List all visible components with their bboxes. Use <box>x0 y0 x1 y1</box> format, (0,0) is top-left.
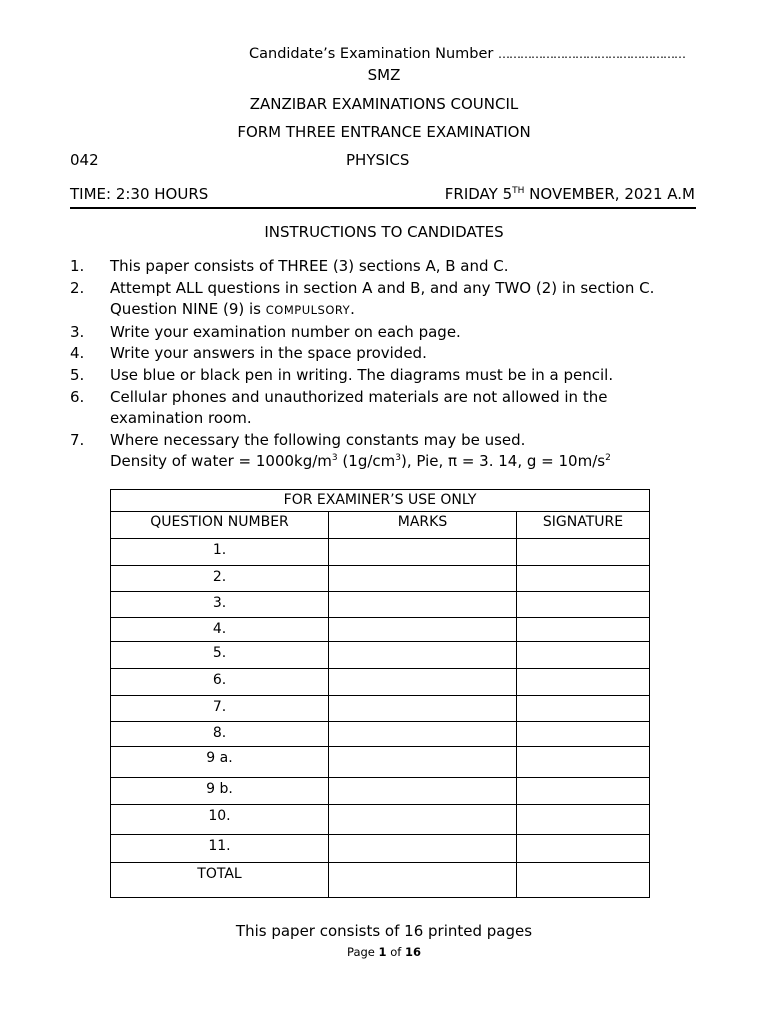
question-number-cell: 8. <box>111 722 329 747</box>
header-question-number: QUESTION NUMBER <box>111 512 329 539</box>
marks-cell[interactable] <box>329 539 517 566</box>
question-number-cell: 4. <box>111 618 329 642</box>
question-number-cell: 11. <box>111 835 329 863</box>
signature-cell[interactable] <box>517 669 650 696</box>
table-row <box>111 566 650 592</box>
council-name: ZANZIBAR EXAMINATIONS COUNCIL <box>249 95 519 113</box>
subject-code: 042 <box>70 151 99 169</box>
signature-cell[interactable] <box>517 835 650 863</box>
marks-cell[interactable] <box>329 747 517 778</box>
question-number-cell: 9 b. <box>111 778 329 805</box>
marks-cell[interactable] <box>329 722 517 747</box>
question-number-cell: 10. <box>111 805 329 835</box>
signature-cell[interactable] <box>517 642 650 669</box>
header-signature: SIGNATURE <box>517 512 650 539</box>
signature-cell[interactable] <box>517 539 650 566</box>
marks-cell[interactable] <box>329 642 517 669</box>
marks-cell[interactable] <box>329 618 517 642</box>
question-number-cell: 1. <box>111 539 329 566</box>
candidate-number-line <box>249 46 685 62</box>
signature-cell[interactable] <box>517 618 650 642</box>
table-title-row <box>111 490 650 512</box>
candidate-number-label: Candidate’s Examination Number <box>249 46 494 62</box>
instruction-item-continued: Question NINE (9) is COMPULSORY. <box>110 300 355 319</box>
instructions-list <box>70 256 700 473</box>
table-row <box>111 669 650 696</box>
signature-cell[interactable] <box>517 696 650 722</box>
marks-cell[interactable] <box>329 863 517 898</box>
marks-cell[interactable] <box>329 566 517 592</box>
table-row <box>111 696 650 722</box>
signature-cell[interactable] <box>517 747 650 778</box>
question-number-cell: 2. <box>111 566 329 592</box>
subject-name: PHYSICS <box>346 151 410 169</box>
marks-cell[interactable] <box>329 696 517 722</box>
instruction-item: 5. Use blue or black pen in writing. The diagrams must be in a pencil. <box>70 365 614 384</box>
instruction-item: 7. Where necessary the following constants may be used. <box>70 430 526 449</box>
question-number-cell: 5. <box>111 642 329 669</box>
signature-cell[interactable] <box>517 805 650 835</box>
exam-title: FORM THREE ENTRANCE EXAMINATION <box>237 123 531 141</box>
table-title: FOR EXAMINER’S USE ONLY <box>111 490 650 512</box>
instruction-item: 1. This paper consists of THREE (3) sections A, B and C. <box>70 257 509 275</box>
instruction-item: 2. Attempt ALL questions in section A and B, and any TWO (2) in section C. <box>70 278 655 297</box>
candidate-number-blank: …………………………………………… <box>498 47 685 61</box>
signature-cell[interactable] <box>517 592 650 618</box>
table-row <box>111 539 650 566</box>
page-count-note: This paper consists of 16 printed pages <box>235 922 533 940</box>
signature-cell[interactable] <box>517 778 650 805</box>
question-number-cell: 9 a. <box>111 747 329 778</box>
instruction-item: 6. Cellular phones and unauthorized materials are not allowed in the <box>70 387 608 406</box>
question-number-cell: 6. <box>111 669 329 696</box>
instructions-title: INSTRUCTIONS TO CANDIDATES <box>264 223 504 241</box>
table-row <box>111 778 650 805</box>
table-row <box>111 863 650 898</box>
instruction-item-continued: examination room. <box>110 409 252 428</box>
signature-cell[interactable] <box>517 722 650 747</box>
table-row <box>111 747 650 778</box>
examiner-marks-table <box>110 489 650 898</box>
question-number-cell: TOTAL <box>111 863 329 898</box>
table-row <box>111 592 650 618</box>
instruction-item: 3. Write your examination number on each page. <box>70 322 461 341</box>
exam-time: TIME: 2:30 HOURS <box>70 185 209 203</box>
marks-cell[interactable] <box>329 835 517 863</box>
smz-label: SMZ <box>367 66 401 84</box>
marks-cell[interactable] <box>329 805 517 835</box>
table-header-row <box>111 512 650 539</box>
header-divider <box>70 207 696 209</box>
constants-line: Density of water = $1000kg/m^3$ $(1g/cm^3)$, Pie, π = 3. 14, $g = 10m/s^2$ <box>110 452 611 471</box>
exam-date: FRIDAY 5TH NOVEMBER, 2021 A.M <box>444 185 695 203</box>
table-row <box>111 722 650 747</box>
header-marks: MARKS <box>329 512 517 539</box>
question-number-cell: 7. <box>111 696 329 722</box>
instruction-item: 4. Write your answers in the space provided. <box>70 344 427 363</box>
question-number-cell: 3. <box>111 592 329 618</box>
table-row <box>111 835 650 863</box>
page-number: Page 1 of 16 <box>347 945 421 959</box>
marks-cell[interactable] <box>329 669 517 696</box>
table-row <box>111 642 650 669</box>
table-row <box>111 805 650 835</box>
marks-cell[interactable] <box>329 778 517 805</box>
marks-cell[interactable] <box>329 592 517 618</box>
signature-cell[interactable] <box>517 863 650 898</box>
signature-cell[interactable] <box>517 566 650 592</box>
table-row <box>111 618 650 642</box>
